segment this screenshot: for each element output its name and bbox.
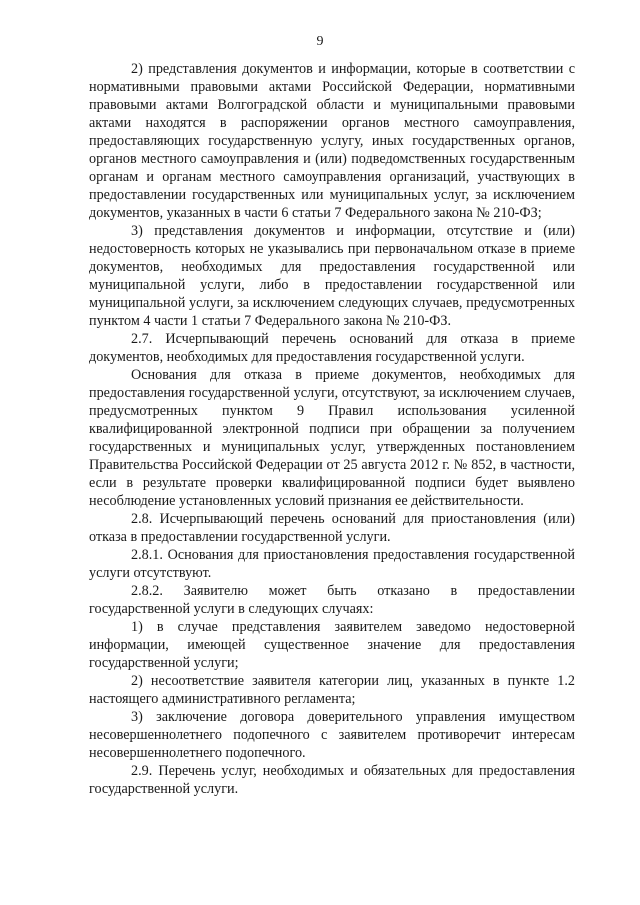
page-number: 9 [316,34,324,49]
paragraph-grounds-refusal: Основания для отказа в приеме документов, необходимых для предоставления государственной услуги, отсутствуют, за исключением случаев, предусмотренных пунктом 9 Правил использования усиленной квалифицированной электронной подписи при обращении за получением государственных и муниципальных услуг, утвержденных постановлением Правительства Российской Федерации от 25 августа 2012 г. № 852, в частности, если в результате проверки квалифицированной подписи будет выявлено несоблюдение установленных условий признания ее действительности. [89,367,575,509]
paragraph-2-7: 2.7. Исчерпывающий перечень оснований для отказа в приеме документов, необходимых для предоставления государственной услуги. [89,331,575,365]
document-body [89,60,575,798]
paragraph-2-8: 2.8. Исчерпывающий перечень оснований для приостановления (или) отказа в предоставлении государственной услуги. [89,511,575,545]
paragraph-2-9: 2.9. Перечень услуг, необходимых и обязательных для предоставления государственной услуги. [89,763,575,797]
paragraph-case-3: 3) заключение договора доверительного управления имуществом несовершеннолетнего подопечного с заявителем противоречит интересам несовершеннолетнего подопечного. [89,709,575,761]
paragraph-case-1: 1) в случае представления заявителем заведомо недостоверной информации, имеющей существенное значение для предоставления государственной услуги; [89,619,575,671]
paragraph-item-3: 3) представления документов и информации, отсутствие и (или) недостоверность которых не указывались при первоначальном отказе в приеме документов, необходимых для предоставления государственной или муниципальной услуги, либо в предоставлении государственной или муниципальной услуги, за исключением следующих случаев, предусмотренных пунктом 4 части 1 статьи 7 Федерального закона № 210-ФЗ. [89,223,575,329]
paragraph-2-8-2: 2.8.2. Заявителю может быть отказано в предоставлении государственной услуги в следующих случаях: [89,583,575,617]
paragraph-case-2: 2) несоответствие заявителя категории лиц, указанных в пункте 1.2 настоящего административного регламента; [89,673,575,707]
paragraph-item-2: 2) представления документов и информации, которые в соответствии с нормативными правовыми актами Российской Федерации, нормативными правовыми актами Волгоградской области и муниципальными правовыми актами находятся в распоряжении органов местного самоуправления, предоставляющих государственную услугу, иных государственных органов, органов местного самоуправления и (или) подведомственных государственным органам и органам местного самоуправления организаций, участвующих в предоставлении государственных или муниципальных услуг, за исключением документов, указанных в части 6 статьи 7 Федерального закона № 210-ФЗ; [89,61,575,221]
paragraph-2-8-1: 2.8.1. Основания для приостановления предоставления государственной услуги отсутствуют. [89,547,575,581]
